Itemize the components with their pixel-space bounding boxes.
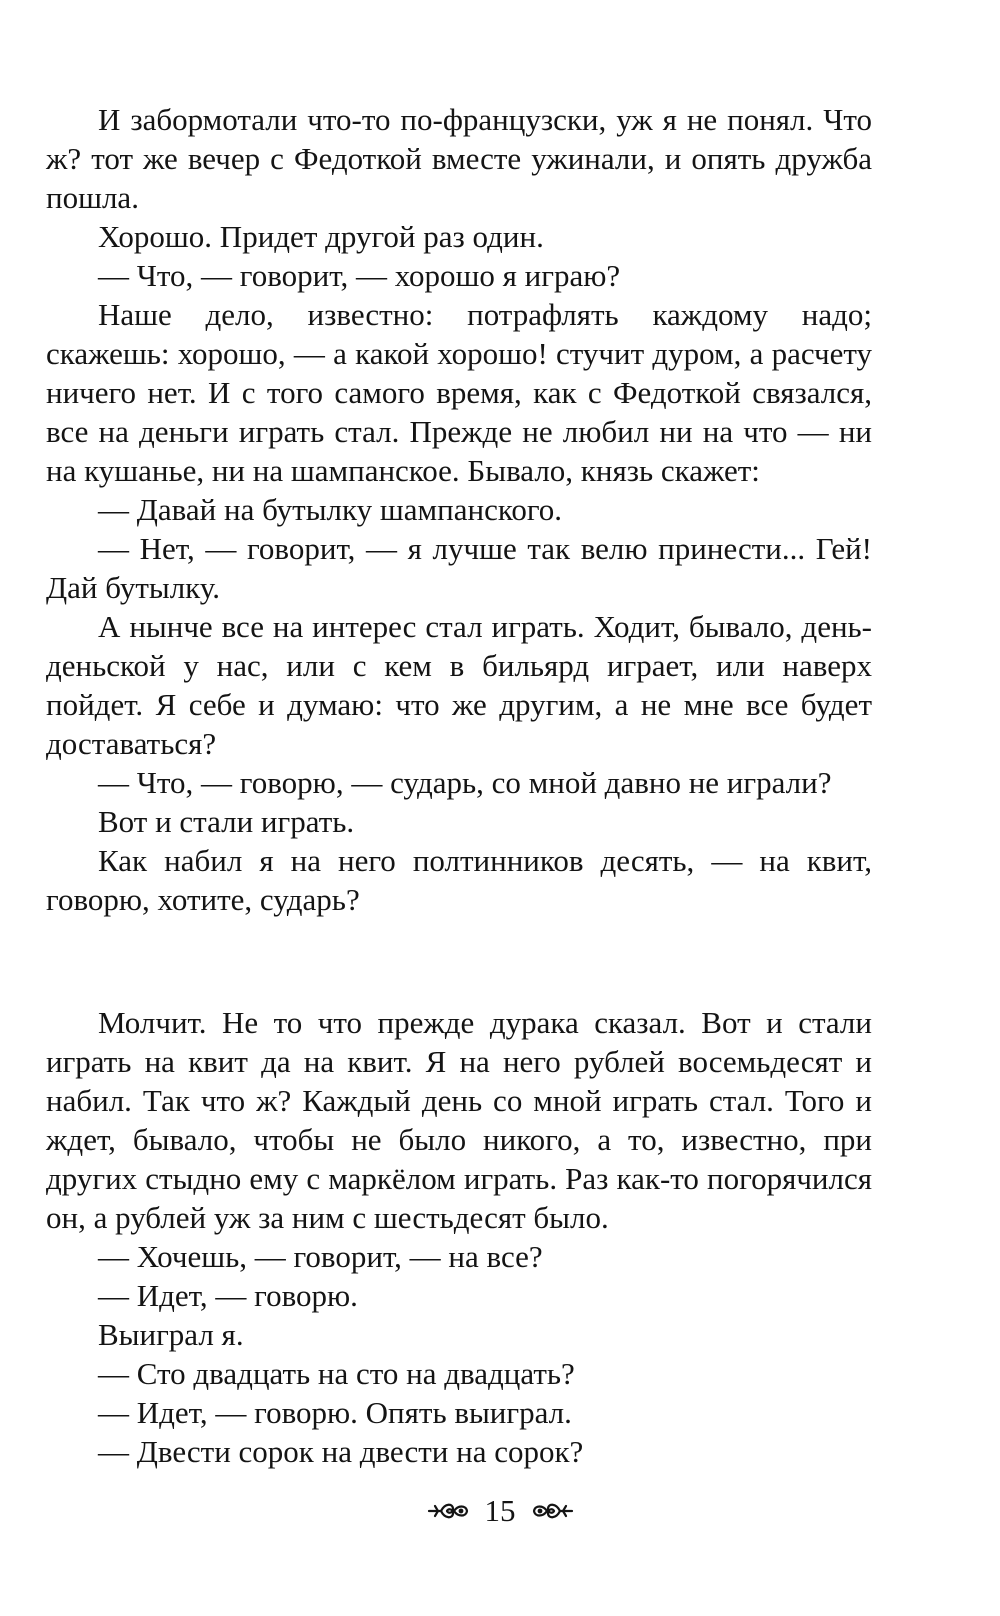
paragraph: — Нет, — говорит, — я лучше так велю принести... Гей! Дай бутылку. [46, 531, 872, 605]
paragraph: Хорошо. Придет другой раз один. [98, 219, 544, 254]
paragraph: — Сто двадцать на сто на двадцать? [98, 1356, 575, 1391]
text-block-top [46, 100, 872, 919]
paragraph: — Идет, — говорю. Опять выиграл. [98, 1395, 572, 1430]
paragraph: Молчит. Не то что прежде дурака сказал. Вот и стали играть на квит да на квит. Я на него рублей восемьдесят и набил. Так что ж? Каждый день со мной играть стал. Того и ждет, бывало, чтобы не было никого, а то, известно, при других стыдно ему с маркёлом играть. Раз как-то погорячился он, а рублей уж за ним с шестьдесят было. [46, 1005, 872, 1235]
paragraph: И забормотали что-то по-французски, уж я не понял. Что ж? тот же вечер с Федоткой вместе ужинали, и опять дружба пошла. [46, 102, 872, 215]
paragraph: Как набил я на него полтинников десять, — на квит, говорю, хотите, сударь? [46, 843, 872, 917]
paragraph: — Двести сорок на двести на сорок? [98, 1434, 584, 1469]
fleuron-right-icon [530, 1498, 574, 1524]
paragraph: — Что, — говорю, — сударь, со мной давно не играли? [98, 765, 832, 800]
paragraph: — Что, — говорит, — хорошо я играю? [98, 258, 621, 293]
page-number: 15 [484, 1493, 516, 1528]
paragraph: — Идет, — говорю. [98, 1278, 358, 1313]
paragraph: А нынче все на интерес стал играть. Ходит, бывало, день-деньской у нас, или с кем в бильярд играет, или наверх пойдет. Я себе и думаю: что же другим, а не мне все будет доставаться? [46, 609, 872, 761]
paragraph: Выиграл я. [98, 1317, 244, 1352]
paragraph: — Давай на бутылку шампанского. [98, 492, 563, 527]
page-footer [0, 1486, 1000, 1536]
fleuron-left-icon [427, 1498, 471, 1524]
paragraph: Вот и стали играть. [98, 804, 355, 839]
text-block-bottom [46, 1003, 872, 1471]
paragraph: Наше дело, известно: потрафлять каждому надо; скажешь: хорошо, — а какой хорошо! стучит дуром, а расчету ничего нет. И с того самого время, как с Федоткой связался, все на деньги играть стал. Прежде не любил ни на что — ни на кушанье, ни на шампанское. Бывало, князь скажет: [46, 297, 872, 488]
paragraph: — Хочешь, — говорит, — на все? [98, 1239, 543, 1274]
